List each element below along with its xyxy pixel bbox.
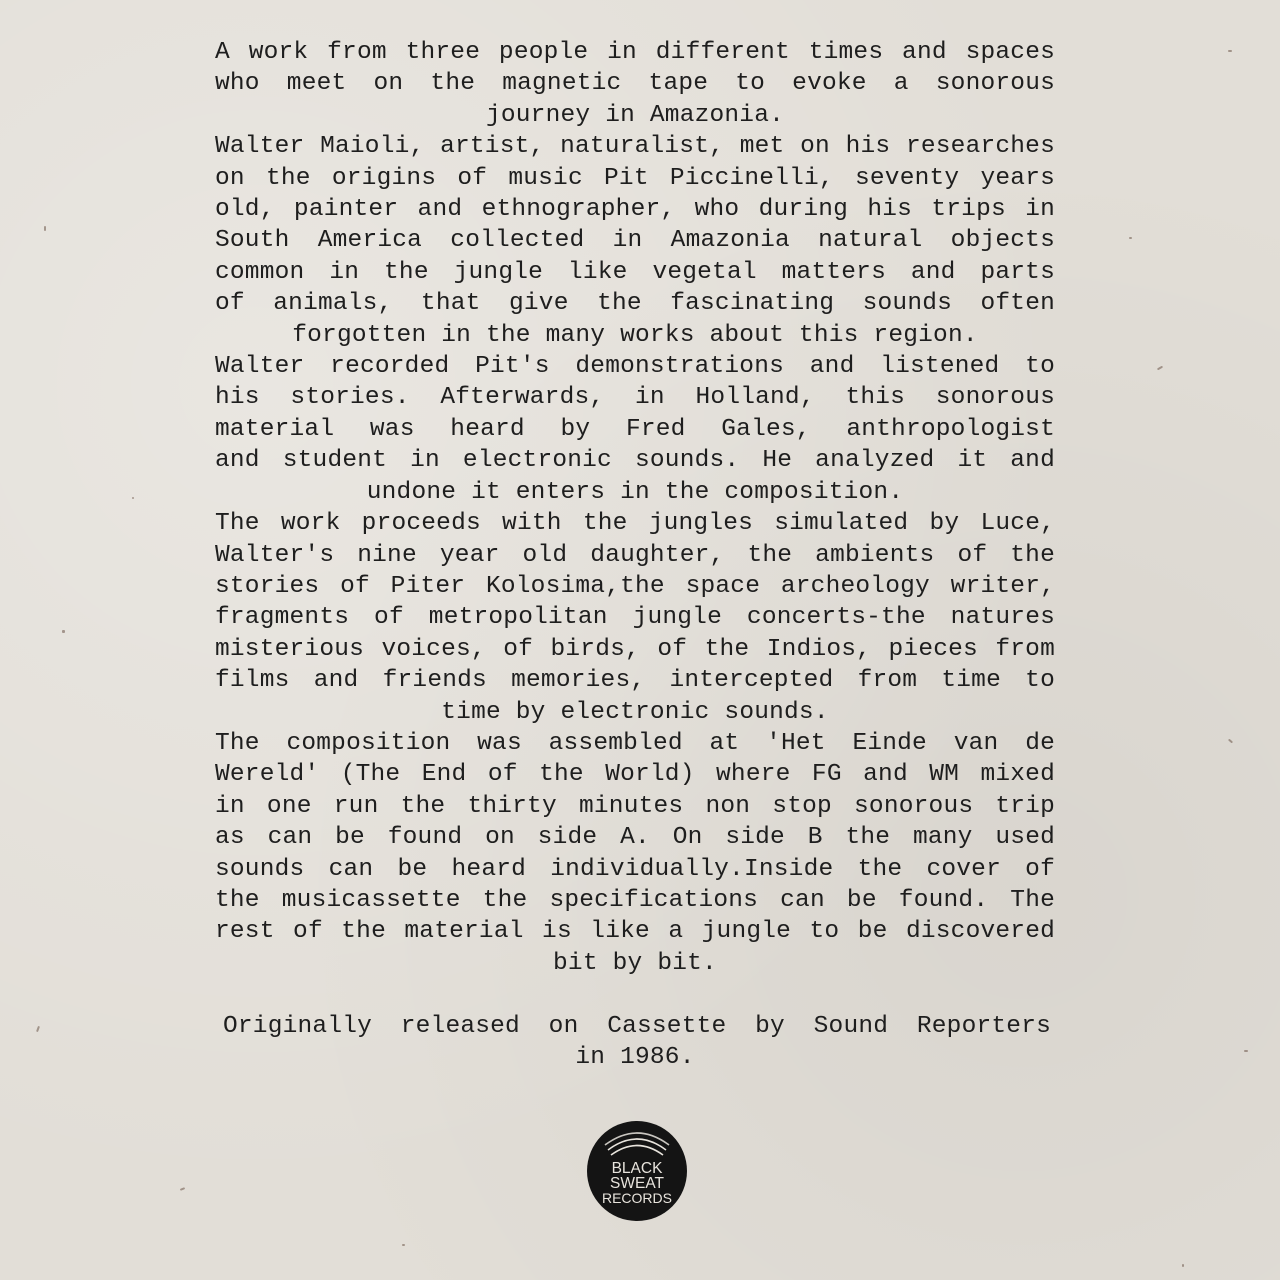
text-line: of animals, that give the fascinating sounds often	[215, 290, 1055, 318]
paper-fleck	[1244, 1050, 1248, 1052]
paper-fleck	[132, 497, 134, 499]
paper-fleck	[402, 1244, 405, 1246]
text-line: rest of the material is like a jungle to be discovered	[215, 918, 1055, 946]
text-line: forgotten in the many works about this region.	[292, 321, 978, 349]
text-line: old, painter and ethnographer, who during his trips in	[215, 196, 1055, 224]
paper-fleck	[1228, 50, 1232, 52]
text-line: the musicassette the specifications can be found. The	[215, 886, 1055, 914]
text-line: time by electronic sounds.	[441, 698, 829, 726]
text-line: bit by bit.	[553, 949, 717, 977]
text-line: misterious voices, of birds, of the Indios, pieces from	[215, 635, 1055, 663]
text-line: sounds can be heard individually.Inside the cover of	[215, 855, 1055, 883]
text-line: in 1986.	[575, 1043, 695, 1071]
text-line: Walter Maioli, artist, naturalist, met on his researches	[215, 133, 1055, 161]
paragraph-recording	[215, 351, 1055, 508]
text-line: common in the jungle like vegetal matters and parts	[215, 258, 1055, 286]
black-sweat-records-logo	[586, 1120, 688, 1222]
text-line: and student in electronic sounds. He analyzed it and	[215, 447, 1055, 475]
text-line: fragments of metropolitan jungle concerts-the natures	[215, 604, 1055, 632]
text-line: as can be found on side A. On side B the many used	[215, 824, 1055, 852]
text-line: in one run the thirty minutes non stop sonorous trip	[215, 792, 1055, 820]
text-line: Wereld' (The End of the World) where FG and WM mixed	[215, 761, 1055, 789]
text-line: stories of Piter Kolosima,the space archeology writer,	[215, 572, 1055, 600]
text-line: who meet on the magnetic tape to evoke a sonorous	[215, 70, 1055, 98]
text-line: The composition was assembled at 'Het Einde van de	[215, 729, 1055, 757]
logo-line-records: RECORDS	[601, 1190, 673, 1206]
paper-fleck	[62, 630, 65, 633]
text-line: Walter's nine year old daughter, the ambients of the	[215, 541, 1055, 569]
paragraph-gap	[215, 979, 1055, 1010]
paragraph-composition	[215, 728, 1055, 979]
paragraph-maioli	[215, 131, 1055, 351]
text-line: The work proceeds with the jungles simulated by Luce,	[215, 510, 1055, 538]
text-line: his stories. Afterwards, in Holland, this sonorous	[215, 384, 1055, 412]
text-line: on the origins of music Pit Piccinelli, seventy years	[215, 164, 1055, 192]
text-line: films and friends memories, intercepted from time to	[215, 667, 1055, 695]
paper-fleck	[44, 226, 46, 231]
text-line: Walter recorded Pit's demonstrations and listened to	[215, 353, 1055, 381]
text-line: undone it enters in the composition.	[366, 478, 904, 506]
release-note	[215, 1011, 1055, 1074]
paragraph-intro	[215, 37, 1055, 131]
logo-line-sweat: SWEAT	[610, 1175, 664, 1192]
text-line: material was heard by Fred Gales, anthropologist	[215, 415, 1055, 443]
logo-line-black: BLACK	[611, 1160, 663, 1177]
liner-notes-text	[215, 37, 1055, 1073]
paragraph-work	[215, 508, 1055, 728]
text-line: A work from three people in different times and spaces	[215, 39, 1055, 66]
paper-fleck	[1129, 237, 1132, 239]
text-line: journey in Amazonia.	[485, 101, 785, 129]
paper-fleck	[1182, 1264, 1184, 1267]
text-line: South America collected in Amazonia natural objects	[215, 227, 1055, 255]
text-line: Originally released on Cassette by Sound Reporters	[223, 1012, 1051, 1040]
